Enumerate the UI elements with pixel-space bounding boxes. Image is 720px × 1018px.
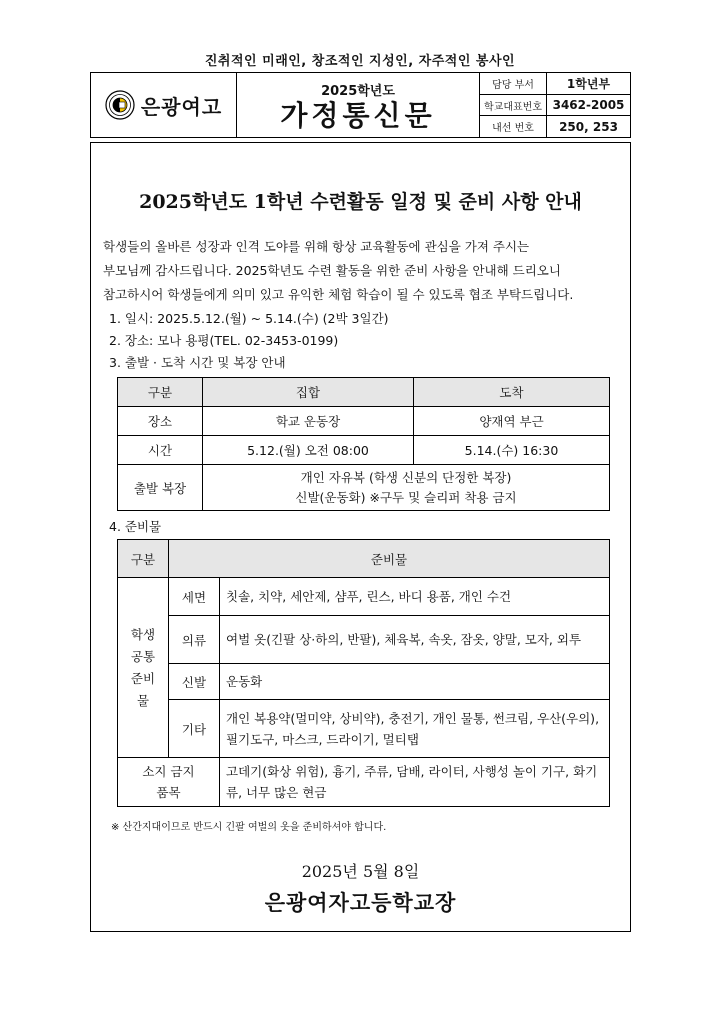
table-row: [118, 664, 610, 700]
info-row: [480, 73, 630, 95]
dress-code-cell: [203, 465, 610, 511]
group-label-line: 물: [136, 692, 150, 708]
banned-label-line: 소지 금지: [142, 764, 195, 779]
item-date: 1. 일시: 2025.5.12.(월) ~ 5.14.(수) (2박 3일간): [109, 311, 389, 326]
category-cell: 기타: [169, 700, 220, 758]
banned-label-line: 품목: [156, 785, 181, 800]
column-header: 집합: [203, 378, 414, 407]
info-row: [480, 116, 630, 137]
banned-label: [118, 758, 220, 807]
items-cell: 여벌 옷(긴팔 상·하의, 반팔), 체육복, 속옷, 잠옷, 양말, 모자, 외투: [220, 616, 610, 664]
newsletter-header: [90, 72, 631, 138]
school-motto: 진취적인 미래인, 창조적인 지성인, 자주적인 봉사인: [204, 54, 516, 69]
table-cell: 5.12.(월) 오전 08:00: [203, 436, 414, 465]
table-row: [118, 758, 610, 807]
category-cell: 의류: [169, 616, 220, 664]
items-cell: 운동화: [220, 664, 610, 700]
note-text: ※ 산간지대이므로 반드시 긴팔 여벌의 옷을 준비하셔야 합니다.: [111, 822, 387, 833]
school-logo-block: [91, 73, 237, 137]
item-supplies-heading: 4. 준비물: [109, 519, 162, 534]
school-year: 2025학년도: [321, 83, 395, 99]
items-cell: 개인 복용약(멀미약, 상비약), 충전기, 개인 물통, 썬크림, 우산(우의), 필기도구, 마스크, 드라이기, 멀티탭: [220, 700, 610, 758]
table-cell: 학교 운동장: [203, 407, 414, 436]
table-row: [118, 436, 610, 465]
header-info-table: [480, 73, 630, 137]
info-key: 내선 번호: [480, 116, 547, 137]
paragraph-line: 참고하시어 학생들에게 의미 있고 유익한 체험 학습이 될 수 있도록 협조 부탁드립니다.: [103, 287, 574, 302]
table-row: [118, 407, 610, 436]
column-header: 준비물: [169, 540, 610, 578]
supplies-table: [117, 539, 610, 807]
column-header: 구분: [118, 378, 203, 407]
table-cell: 5.14.(수) 16:30: [414, 436, 610, 465]
dress-code-line: 개인 자유복 (학생 신분의 단정한 복장): [300, 469, 512, 485]
item-location: 2. 장소: 모나 용평(TEL. 02-3453-0199): [109, 333, 339, 348]
table-header-row: [118, 378, 610, 407]
category-cell: 세면: [169, 578, 220, 616]
banned-items-cell: 고데기(화상 위험), 흉기, 주류, 담배, 라이터, 사행성 놀이 기구, 화기류, 너무 많은 현금: [220, 758, 610, 807]
info-key: 담당 부서: [480, 73, 547, 94]
category-cell: 신발: [169, 664, 220, 700]
document-body: [90, 142, 631, 932]
issue-date: 2025년 5월 8일: [301, 862, 420, 881]
item-schedule-heading: 3. 출발 · 도착 시간 및 복장 안내: [109, 355, 286, 370]
newsletter-title: 가정통신문: [280, 98, 436, 132]
items-cell: 칫솔, 치약, 세안제, 샴푸, 린스, 바디 용품, 개인 수건: [220, 578, 610, 616]
table-header-row: [118, 540, 610, 578]
school-name: 은광여고: [140, 94, 223, 119]
group-label-line: 공통: [130, 648, 156, 664]
info-key: 학교대표번호: [480, 95, 547, 116]
column-header: 구분: [118, 540, 169, 578]
schedule-table: [117, 377, 610, 511]
dress-code-line: 신발(운동화) ※구두 및 슬리퍼 착용 금지: [295, 489, 517, 505]
intro-paragraph: [103, 235, 623, 307]
column-header: 도착: [414, 378, 610, 407]
table-row: [118, 616, 610, 664]
table-cell: 양재역 부근: [414, 407, 610, 436]
table-row: [118, 700, 610, 758]
school-emblem-icon: [105, 90, 135, 120]
table-row: [118, 578, 610, 616]
dress-label: 출발 복장: [118, 465, 203, 511]
document-title: 2025학년도 1학년 수련활동 일정 및 준비 사항 안내: [139, 191, 582, 213]
table-cell: 장소: [118, 407, 203, 436]
paragraph-line: 부모님께 감사드립니다. 2025학년도 수련 활동을 위한 준비 사항을 안내해 드리오니: [103, 263, 561, 278]
paragraph-line: 학생들의 올바른 성장과 인격 도야를 위해 항상 교육활동에 관심을 가져 주시는: [103, 239, 530, 254]
header-title-block: [237, 73, 480, 137]
info-value: 250, 253: [559, 119, 618, 134]
info-value: 1학년부: [566, 76, 611, 91]
info-row: [480, 95, 630, 117]
group-label: [118, 578, 169, 758]
group-label-line: 준비: [130, 670, 156, 686]
table-cell: 시간: [118, 436, 203, 465]
info-value: 3462-2005: [552, 98, 625, 112]
principal-signature: 은광여자고등학교장: [264, 890, 457, 915]
group-label-line: 학생: [130, 626, 156, 642]
table-row: [118, 465, 610, 511]
